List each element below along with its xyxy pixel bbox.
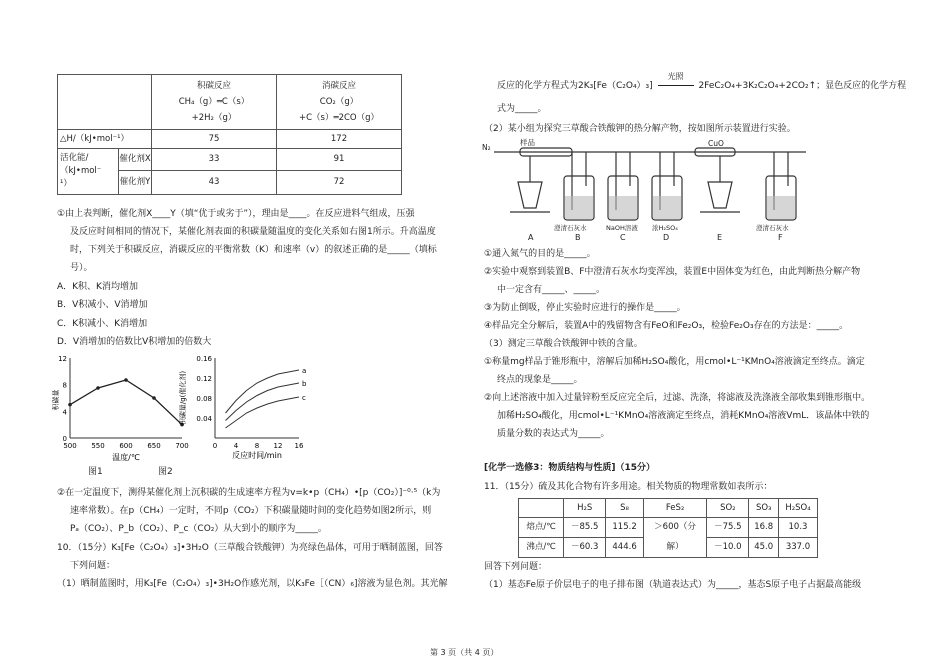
chart1-ytick: 12 xyxy=(58,355,67,363)
chart1-point xyxy=(96,386,100,390)
question-10-line1: 10．（15分）K₃[Fe（C₂O₄）₃]•3H₂O（三草酸合铁酸钾）为亮绿色晶体，可用于晒制蓝图，回答 xyxy=(57,543,443,553)
app-letter-d: D xyxy=(663,233,670,242)
question-10-line3: （1）晒制蓝图时，用K₃[Fe（C₂O₄）₃]•3H₂O作感光剂，以K₃Fe［（CN）₆]溶液为显色剂。其光解 xyxy=(57,579,448,589)
chart1-series-line xyxy=(70,380,182,425)
chart1-point xyxy=(152,396,156,400)
para-s7a: ②向上述溶液中加入过量锌粉至反应完全后，过滤、洗涤，将滤液及洗涤液全部收集到锥形瓶中。 xyxy=(484,393,871,403)
chart2-series-c xyxy=(226,397,300,428)
para-s4: ④样品完全分解后，装置A中的残留物含有FeO和Fe₂O₃，检验Fe₂O₃存在的方法是：_____。 xyxy=(484,321,849,331)
table-col2-eq2: +C（s）═2CO（g） xyxy=(298,113,380,123)
eq-left: 反应的化学方程式为2K₃[Fe（C₂O₄）₃] xyxy=(497,81,653,91)
fig1-caption: 图1 xyxy=(88,467,103,477)
para-after-table: 回答下列问题： xyxy=(484,562,548,572)
table-row1-label: △H/（kJ•mol⁻¹） xyxy=(58,130,152,149)
para-s2b: 中一定含有_____、_____。 xyxy=(497,285,606,295)
chart1-xtick: 650 xyxy=(147,442,161,450)
option-a: A．K积、K消均增加 xyxy=(57,282,138,292)
question-11-1: （1）基态Fe原子价层电子的电子排布图（轨道表达式）为_____，基态S原子电子占据最高能级 xyxy=(484,580,862,590)
label-bottle-c: NaOH溶液 xyxy=(606,224,638,232)
table2-row2-cell-3: 解） xyxy=(643,538,706,558)
table2-row1-cell-1: －85.5 xyxy=(564,518,606,538)
label-cuo: CuO xyxy=(708,139,724,148)
chart2-series-a xyxy=(226,370,300,413)
para-s1: ①通入氮气的目的是_____。 xyxy=(484,249,596,259)
app-letter-e: E xyxy=(717,233,723,242)
table2-row2-cell-4: －10.0 xyxy=(707,538,749,558)
table-x-v2: 91 xyxy=(277,149,402,171)
option-d: D．V消增加的倍数比V积增加的倍数大 xyxy=(57,337,212,347)
table2-header-cell-4: SO₂ xyxy=(707,499,749,518)
chart1-point xyxy=(124,378,128,382)
option-c: C．K积减小、K消增加 xyxy=(57,319,148,329)
table-col1-eq2: +2H₂（g） xyxy=(191,113,237,123)
table-col1-eq1: CH₄（g）═C（s） xyxy=(178,97,250,107)
table-row1-v1: 75 xyxy=(152,130,277,149)
para-s2a: ②实验中观察到装置B、F中澄清石灰水均变浑浊，装置E中固体变为红色，由此判断热分解产物 xyxy=(484,267,861,277)
section-heading: [化学一选修3：物质结构与性质]（15分） xyxy=(484,463,656,473)
chart1-xtick: 550 xyxy=(91,442,105,450)
chart2-ylabel: 积碳量/g(催化剂) xyxy=(179,370,187,426)
table2-row1-cell-3: ＞600（分 xyxy=(643,518,706,538)
table2-header-cell-0 xyxy=(519,499,564,518)
para-r2: 式为_____。 xyxy=(497,104,547,114)
para-s6a: ①称量mg样品于锥形瓶中，溶解后加稀H₂SO₄酸化，用cmol•L⁻¹KMnO₄溶液滴定至终点。滴定 xyxy=(484,357,865,367)
table2-header-cell-3: FeS₂ xyxy=(643,499,706,518)
table-x-v1: 33 xyxy=(152,149,277,171)
burner-a xyxy=(518,182,542,208)
table2-row1-cell-6: 10.3 xyxy=(778,518,817,538)
eq-right: 2FeC₂O₄+3K₂C₂O₄+2CO₂↑；显色反应的化学方程 xyxy=(698,81,907,91)
chart2-xtick: 0 xyxy=(212,442,218,450)
table2-row2-cell-0: 沸点/℃ xyxy=(519,538,564,558)
label-sample: 样品 xyxy=(520,138,535,147)
table-row2-label-c: ¹） xyxy=(60,179,72,189)
table2-header-cell-6: H₂SO₄ xyxy=(778,499,817,518)
chart1-ylabel: 积碳量 xyxy=(52,389,60,411)
apparatus-diagram xyxy=(480,138,820,238)
para-s7b: 加稀H₂SO₄酸化，用cmol•L⁻¹KMnO₄溶液滴定至终点，消耗KMnO₄溶液VmL．该晶体中铁的 xyxy=(497,411,870,421)
table2-row2-cell-5: 45.0 xyxy=(749,538,779,558)
table-thermo xyxy=(57,74,402,195)
chart1-ytick: 0 xyxy=(62,435,67,443)
burner-e xyxy=(708,182,732,208)
option-b: B．V积减小、V消增加 xyxy=(57,300,148,310)
chart-figure2 xyxy=(175,350,310,465)
chart1-xlabel: 温度/℃ xyxy=(112,453,140,462)
chart2-series-label: a xyxy=(302,367,307,375)
label-bottle-f: 澄清石灰水 xyxy=(756,224,789,232)
table2-row2-cell-1: －60.3 xyxy=(564,538,606,558)
para-q1-line2: 及反应时间相同的情况下，某催化剂表面的积碳量随温度的变化关系如右图1所示。升高温度 xyxy=(70,227,436,237)
table-cat-x: 催化剂X xyxy=(119,149,152,171)
question-10-line2: 下列问题： xyxy=(70,561,116,571)
chart1-ytick: 4 xyxy=(62,408,67,417)
para-q2-line1: ②在一定温度下，测得某催化剂上沉积碳的生成速率方程为v=k•p（CH₄）•[p（CO₂）]⁻⁰·⁵（k为 xyxy=(57,488,441,498)
para-q2-line3: Pₐ（CO₂）、P_b（CO₂）、P_c（CO₂）从大到小的顺序为_____。 xyxy=(70,524,327,534)
chart2-xtick: 16 xyxy=(294,442,304,450)
chart1-xtick: 700 xyxy=(175,442,189,450)
table-y-v1: 43 xyxy=(152,171,277,195)
table2-header-cell-5: SO₃ xyxy=(749,499,779,518)
table-col2-eq1: CO₂（g） xyxy=(319,97,359,107)
chart2-ytick: 0.16 xyxy=(196,355,212,363)
app-letter-a: A xyxy=(528,233,534,242)
app-letter-b: B xyxy=(575,233,581,242)
chart2-ytick: 0.12 xyxy=(196,375,212,383)
chart1-xtick: 500 xyxy=(63,442,77,450)
chart2-series-label: c xyxy=(302,394,306,402)
eq-light-condition: 光照 xyxy=(667,72,684,81)
label-bottle-d: 浓H₂SO₄ xyxy=(652,224,678,232)
chart2-xtick: 8 xyxy=(254,442,260,450)
chart2-xlabel: 反应时间/min xyxy=(232,451,282,460)
para-q1-line3: 时，下列关于积碳反应，消碳反应的平衡常数（K）和速率（v）的叙述正确的是_____（填标 xyxy=(70,245,437,255)
table-row1-v2: 172 xyxy=(277,130,402,149)
chart1-ytick: 8 xyxy=(62,381,67,390)
fig2-caption: 图2 xyxy=(158,467,173,477)
chart2-series-b xyxy=(226,383,300,421)
label-bottle-b: 澄清石灰水 xyxy=(554,224,587,232)
table2-row1-cell-4: －75.5 xyxy=(707,518,749,538)
para-s6b: 终点的现象是_____。 xyxy=(497,375,583,385)
table-col2-title: 消碳反应 xyxy=(321,81,356,91)
table2-row2-cell-2: 444.6 xyxy=(606,538,644,558)
chart2-ytick: 0.04 xyxy=(196,415,212,423)
eq-arrow xyxy=(658,85,694,86)
page-footer: 第 3 页（共 4 页） xyxy=(430,648,499,657)
table2-row1-cell-0: 熔点/℃ xyxy=(519,518,564,538)
table2-header-cell-2: S₈ xyxy=(606,499,644,518)
chart2-xtick: 4 xyxy=(233,442,239,450)
table-cat-y: 催化剂Y xyxy=(119,171,152,195)
para-q1-line4: 号）。 xyxy=(70,263,93,273)
chart-figure1 xyxy=(52,350,192,465)
para-s3: ③为防止倒吸，停止实验时应进行的操作是_____。 xyxy=(484,303,686,313)
question-11: 11．（15分）硫及其化合物有许多用途。相关物质的物理常数如表所示： xyxy=(484,482,773,492)
chart2-xtick: 12 xyxy=(273,442,283,450)
app-letter-f: F xyxy=(778,233,783,242)
chart1-point xyxy=(68,403,72,407)
table-col1-title: 积碳反应 xyxy=(196,81,231,91)
table-constants xyxy=(518,498,818,558)
chart1-xtick: 600 xyxy=(119,442,133,450)
chart2-series-label: b xyxy=(302,380,307,388)
table2-header-cell-1: H₂S xyxy=(564,499,606,518)
para-q2-line2: 速率常数）。在p（CH₄）一定时，不同p（CO₂）下积碳量随时间的变化趋势如图2所示，则 xyxy=(70,506,432,516)
app-letter-c: C xyxy=(620,233,626,242)
table-row2-label-b: （kJ•mol⁻ xyxy=(60,166,102,176)
table2-row2-cell-6: 337.0 xyxy=(778,538,817,558)
table-row2-label-a: 活化能/ xyxy=(60,153,89,163)
table2-row1-cell-2: 115.2 xyxy=(606,518,644,538)
table-y-v2: 72 xyxy=(277,171,402,195)
para-s5: （3）测定三草酸合铁酸钾中铁的含量。 xyxy=(484,339,643,349)
chart2-ytick: 0.08 xyxy=(196,395,212,403)
para-s7c: 质量分数的表达式为_____。 xyxy=(497,429,610,439)
label-n2: N₂ xyxy=(482,143,491,152)
para-r3: （2）某小组为探究三草酸合铁酸钾的热分解产物，按如图所示装置进行实验。 xyxy=(484,124,796,134)
para-q1-line1: ①由上表判断，催化剂X____Y（填“优于或劣于”），理由是____。在反应进料气组成，压强 xyxy=(57,209,415,219)
table2-row1-cell-5: 16.8 xyxy=(749,518,779,538)
